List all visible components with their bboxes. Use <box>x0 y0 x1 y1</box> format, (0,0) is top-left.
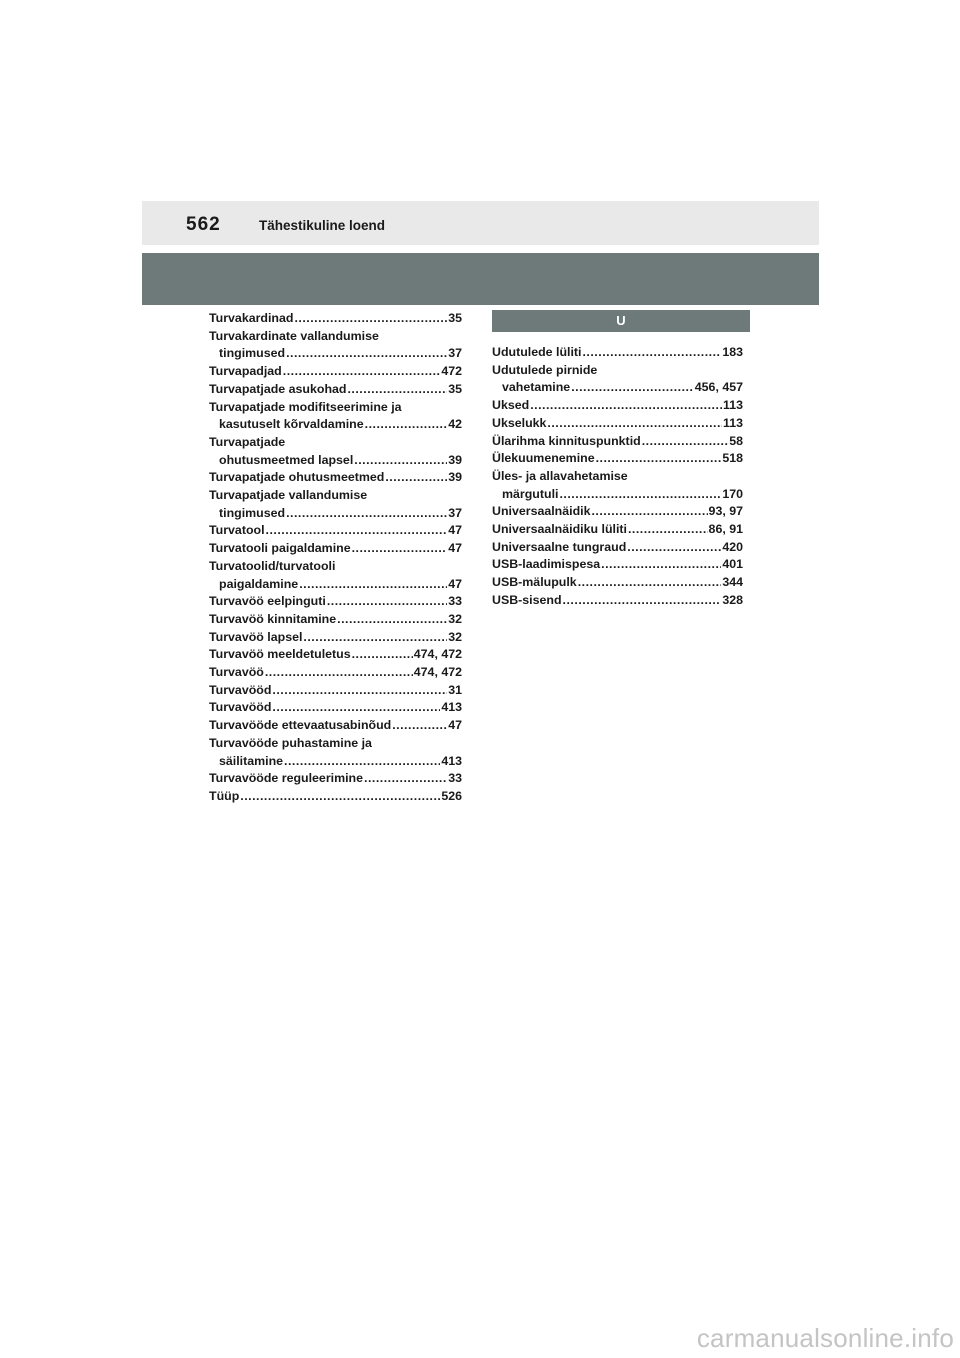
entry-text: kasutuselt kõrvaldamine <box>219 417 364 432</box>
entry-text: Turvatool <box>209 523 265 538</box>
dot-leader <box>582 344 721 362</box>
entry-text: Turvavöö meeldetuletus <box>209 647 351 662</box>
entry-pages: 86, 91 <box>708 522 743 537</box>
entry-text: Turvapatjade <box>209 434 286 449</box>
entry-text: Universaalnäidik <box>492 504 591 519</box>
entry-pages: 170 <box>722 486 743 501</box>
entry-pages: 47 <box>448 576 462 591</box>
dot-leader <box>347 381 447 399</box>
entry-text: ohutusmeetmed lapsel <box>219 452 354 467</box>
index-entry <box>209 363 462 381</box>
entry-text: Turvatoolid/turvatooli <box>209 558 336 573</box>
index-entry <box>492 574 743 592</box>
page-number: 562 <box>186 214 221 235</box>
watermark: carmanualsonline.info <box>696 1323 954 1353</box>
dot-leader <box>628 521 708 539</box>
dot-leader <box>337 611 447 629</box>
dot-leader <box>265 664 413 682</box>
index-entry <box>209 788 462 806</box>
entry-pages: 413 <box>441 753 462 768</box>
index-column-right <box>492 310 743 610</box>
entry-pages: 413 <box>441 700 462 715</box>
entry-pages: 344 <box>722 575 743 590</box>
dot-leader <box>563 592 722 610</box>
dot-leader <box>559 486 721 504</box>
entry-text: Turvavöö lapsel <box>209 629 303 644</box>
dot-leader <box>272 682 447 700</box>
index-entry <box>209 770 462 788</box>
entry-text: Turvakardinate vallandumise <box>209 328 379 343</box>
entry-text: Turvatooli paigaldamine <box>209 541 351 556</box>
entry-pages: 518 <box>722 451 743 466</box>
index-entries-right <box>492 344 743 610</box>
dot-leader <box>240 788 440 806</box>
index-entry <box>209 399 462 434</box>
entry-text: Udutulede lüliti <box>492 345 582 359</box>
index-entry <box>209 328 462 363</box>
dot-leader <box>571 379 694 397</box>
header-bar <box>142 201 819 245</box>
index-entry <box>209 469 462 487</box>
dot-leader <box>578 574 722 592</box>
dot-leader <box>392 717 447 735</box>
index-entry <box>492 556 743 574</box>
dot-leader <box>272 699 440 717</box>
index-entry <box>492 344 743 362</box>
entry-text: Uksed <box>492 398 530 413</box>
entry-text: tingimused <box>219 505 286 520</box>
index-entry <box>209 629 462 647</box>
entry-text: Udutulede pirnide <box>492 362 598 377</box>
entry-pages: 474, 472 <box>413 665 462 680</box>
entry-text: paigaldamine <box>219 576 299 591</box>
dot-leader <box>547 415 722 433</box>
entry-pages: 39 <box>448 452 462 467</box>
entry-pages: 32 <box>448 611 462 626</box>
dot-leader <box>354 452 447 470</box>
index-entry <box>209 558 462 593</box>
index-entry <box>209 310 462 328</box>
entry-pages: 47 <box>448 541 462 556</box>
entry-pages: 35 <box>448 311 462 325</box>
entry-pages: 474, 472 <box>413 647 462 662</box>
entry-pages: 37 <box>448 346 462 361</box>
dot-leader <box>286 505 447 523</box>
entry-pages: 35 <box>448 381 462 396</box>
index-entry <box>209 487 462 522</box>
entry-pages: 33 <box>448 771 462 786</box>
dot-leader <box>327 593 447 611</box>
dot-leader <box>385 469 447 487</box>
entry-text: Turvapatjade ohutusmeetmed <box>209 470 385 485</box>
entry-pages: 420 <box>722 539 743 554</box>
index-column-left <box>209 310 462 806</box>
entry-text: Ülekuumenemine <box>492 451 595 466</box>
entry-pages: 42 <box>448 417 462 432</box>
index-entry <box>209 611 462 629</box>
dot-leader <box>299 576 447 594</box>
entry-text: USB-laadimispesa <box>492 557 601 572</box>
entry-text: Turvapatjade modifitseerimine ja <box>209 399 402 414</box>
index-entry <box>209 540 462 558</box>
entry-text: Universaalne tungraud <box>492 539 627 554</box>
index-entry <box>209 593 462 611</box>
entry-text: Turvavöö kinnitamine <box>209 611 337 626</box>
dot-leader <box>286 345 447 363</box>
index-entry <box>492 450 743 468</box>
index-entry <box>209 664 462 682</box>
dot-leader <box>352 646 413 664</box>
dot-leader <box>530 397 722 415</box>
dot-leader <box>601 556 721 574</box>
entry-pages: 31 <box>448 682 462 697</box>
index-entry <box>492 521 743 539</box>
index-entry <box>209 646 462 664</box>
entry-text: Turvavöö eelpinguti <box>209 594 326 609</box>
entry-text: Turvavööde ettevaatusabinõud <box>209 718 392 733</box>
entry-pages: 39 <box>448 470 462 485</box>
entry-pages: 183 <box>722 345 743 359</box>
entry-text: Ülarihma kinnituspunktid <box>492 433 641 448</box>
entry-pages: 58 <box>729 433 743 448</box>
index-entry <box>209 717 462 735</box>
entry-pages: 401 <box>722 557 743 572</box>
header-band <box>142 253 819 305</box>
entry-text: märgutuli <box>502 486 559 501</box>
index-entry <box>492 503 743 521</box>
index-entry <box>209 699 462 717</box>
entry-pages: 472 <box>441 364 462 379</box>
entry-text: Tüüp <box>209 788 240 803</box>
index-entry <box>492 468 743 503</box>
entry-pages: 37 <box>448 505 462 520</box>
index-entry <box>492 415 743 433</box>
entry-text: USB-mälupulk <box>492 575 577 590</box>
dot-leader <box>642 433 729 451</box>
entry-pages: 456, 457 <box>694 380 743 395</box>
dot-leader <box>283 363 441 381</box>
dot-leader <box>294 310 447 328</box>
entry-text: tingimused <box>219 346 286 361</box>
entry-pages: 33 <box>448 594 462 609</box>
dot-leader <box>303 629 447 647</box>
entry-text: Universaalnäidiku lüliti <box>492 522 627 537</box>
entry-pages: 32 <box>448 629 462 644</box>
entry-pages: 47 <box>448 718 462 733</box>
entry-text: Turvapatjade asukohad <box>209 381 347 396</box>
dot-leader <box>365 416 448 434</box>
entry-pages: 93, 97 <box>708 504 743 519</box>
dot-leader <box>352 540 448 558</box>
index-entry <box>492 539 743 557</box>
entry-pages: 328 <box>722 592 743 607</box>
index-entry <box>209 381 462 399</box>
index-entry <box>492 592 743 610</box>
index-entry <box>209 682 462 700</box>
dot-leader <box>627 539 721 557</box>
dot-leader <box>591 503 707 521</box>
letter-heading: U <box>492 310 750 332</box>
entry-pages: 526 <box>441 788 462 803</box>
index-entry <box>492 362 743 397</box>
entry-text: Turvapadjad <box>209 364 282 379</box>
section-title: Tähestikuline loend <box>259 218 386 233</box>
entry-pages: 47 <box>448 523 462 538</box>
entry-text: vahetamine <box>502 380 571 395</box>
dot-leader <box>596 450 722 468</box>
index-entry <box>209 522 462 540</box>
entry-pages: 113 <box>723 398 743 413</box>
entry-text: Turvavööde reguleerimine <box>209 771 364 786</box>
entry-text: Turvavööd <box>209 700 272 715</box>
entry-text: Turvavööde puhastamine ja <box>209 735 372 750</box>
entry-text: Turvapatjade vallandumise <box>209 488 368 503</box>
entry-text: Turvavöö <box>209 665 264 680</box>
index-entry <box>492 397 743 415</box>
entry-text: Turvavööd <box>209 682 272 697</box>
dot-leader <box>284 753 440 771</box>
dot-leader <box>266 522 448 540</box>
entry-text: Ukselukk <box>492 415 547 430</box>
entry-pages: 113 <box>723 415 743 430</box>
index-entry <box>209 735 462 770</box>
entry-text: Turvakardinad <box>209 311 294 325</box>
index-entry <box>492 433 743 451</box>
entry-text: USB-sisend <box>492 592 562 607</box>
entry-text: säilitamine <box>219 753 284 768</box>
dot-leader <box>364 770 447 788</box>
entry-text: Üles- ja allavahetamise <box>492 468 628 483</box>
index-entry <box>209 434 462 469</box>
